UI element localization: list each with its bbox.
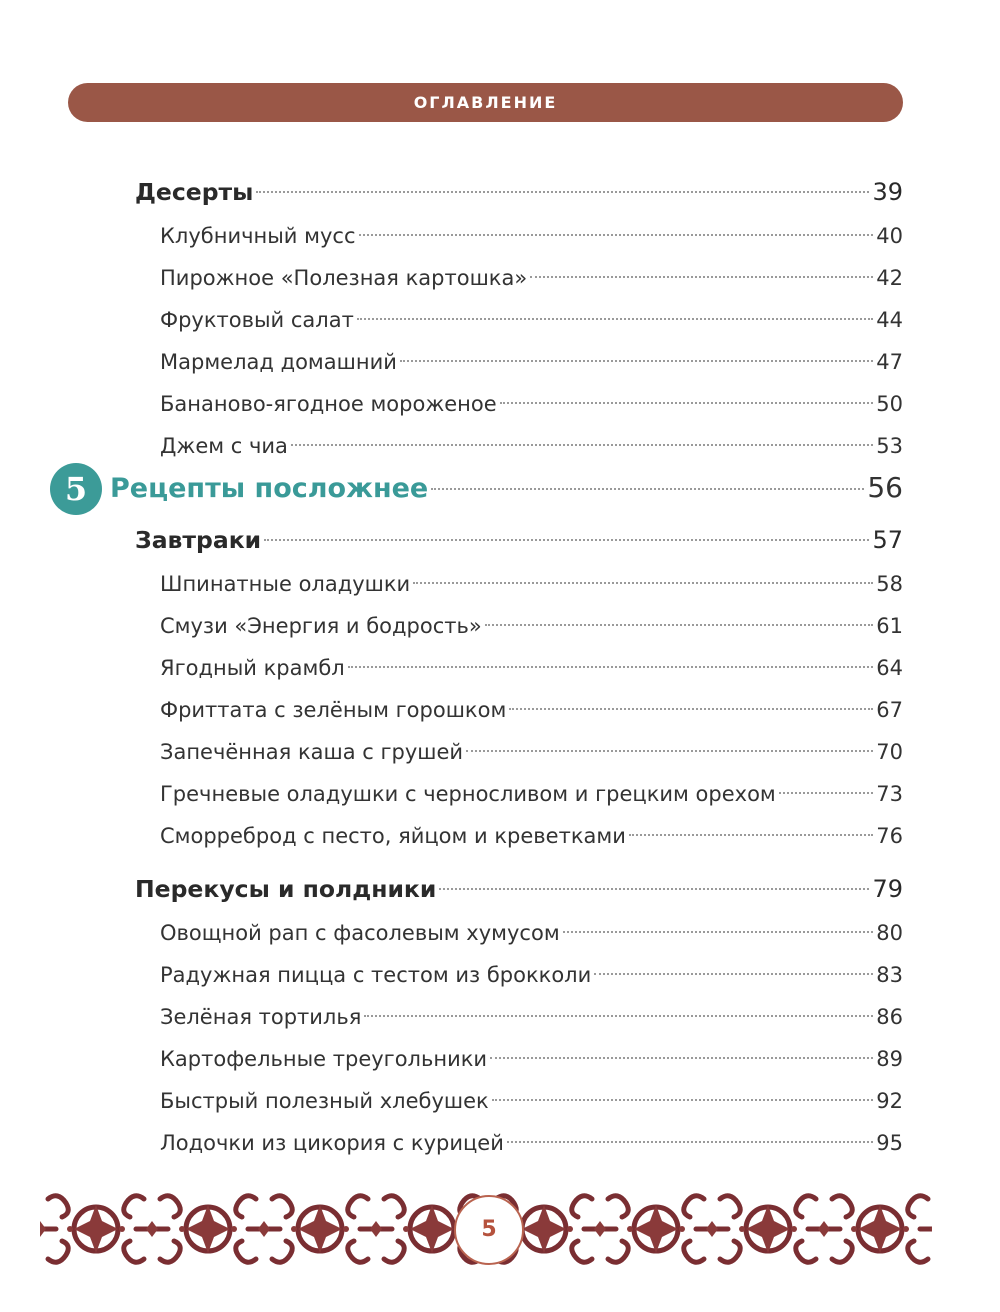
- dot-leader: [400, 360, 873, 362]
- dot-leader: [291, 444, 873, 446]
- toc-item: [160, 1080, 903, 1122]
- dot-leader: [466, 750, 873, 752]
- toc-entry-page: 67: [876, 698, 903, 722]
- toc-entry-title: Запечённая каша с грушей: [160, 740, 464, 764]
- toc-entry-page: 50: [876, 392, 903, 416]
- page-number: 5: [454, 1195, 524, 1265]
- dot-leader: [413, 582, 873, 584]
- toc-section: [135, 169, 903, 215]
- toc-entry-page: 39: [872, 178, 903, 206]
- toc-title: ОГЛАВЛЕНИЕ: [413, 93, 558, 112]
- toc-entry-title: Фриттата с зелёным горошком: [160, 698, 507, 722]
- toc-entry-title: Клубничный мусс: [160, 224, 356, 248]
- toc-entry-title: Зелёная тортилья: [160, 1005, 362, 1029]
- toc-entry-page: 86: [876, 1005, 903, 1029]
- toc-entry-title: Ягодный крамбл: [160, 656, 345, 680]
- dot-leader: [431, 488, 864, 490]
- toc-entry-title: Рецепты посложнее: [110, 473, 429, 504]
- toc-item: [160, 773, 903, 815]
- toc-entry-page: 73: [876, 782, 903, 806]
- dot-leader: [779, 792, 874, 794]
- dot-leader: [563, 931, 874, 933]
- dot-leader: [509, 708, 873, 710]
- toc-entry-page: 44: [876, 308, 903, 332]
- toc-item: [160, 954, 903, 996]
- dot-leader: [490, 1057, 873, 1059]
- toc-entry-page: 80: [876, 921, 903, 945]
- toc-item: [160, 689, 903, 731]
- toc-section: [135, 517, 903, 563]
- toc-entry-page: 70: [876, 740, 903, 764]
- toc-entry-title: Фруктовый салат: [160, 308, 354, 332]
- dot-leader: [500, 402, 874, 404]
- toc-entry-page: 61: [876, 614, 903, 638]
- toc-entry-title: Мармелад домашний: [160, 350, 397, 374]
- toc-entry-title: Сморреброд с песто, яйцом и креветками: [160, 824, 626, 848]
- toc-entry-page: 89: [876, 1047, 903, 1071]
- toc-entry-page: 57: [872, 526, 903, 554]
- toc-entry-title: Гречневые оладушки с черносливом и грецким орехом: [160, 782, 776, 806]
- dot-leader: [439, 888, 869, 890]
- toc-item: [160, 383, 903, 425]
- toc-item: [160, 257, 903, 299]
- dot-leader: [530, 276, 873, 278]
- toc-entry-title: Радужная пицца с тестом из брокколи: [160, 963, 592, 987]
- toc-entry-page: 64: [876, 656, 903, 680]
- toc-entry-page: 83: [876, 963, 903, 987]
- toc-item: [160, 563, 903, 605]
- toc-entry-title: Пирожное «Полезная картошка»: [160, 266, 528, 290]
- toc-entry-page: 79: [872, 875, 903, 903]
- toc-item: [160, 1038, 903, 1080]
- dot-leader: [594, 973, 873, 975]
- toc-item: [160, 215, 903, 257]
- toc-item: [160, 1122, 903, 1164]
- toc-item: [160, 731, 903, 773]
- dot-leader: [492, 1099, 874, 1101]
- toc-item: [160, 425, 903, 467]
- toc-entry-title: Шпинатные оладушки: [160, 572, 411, 596]
- toc-entry-title: Бананово-ягодное мороженое: [160, 392, 497, 416]
- toc-section: [135, 866, 903, 912]
- toc-entry-title: Картофельные треугольники: [160, 1047, 488, 1071]
- toc-entry-title: Смузи «Энергия и бодрость»: [160, 614, 482, 638]
- toc-entry-title: Перекусы и полдники: [135, 875, 437, 903]
- toc-entry-page: 76: [876, 824, 903, 848]
- toc-entry-title: Завтраки: [135, 526, 262, 554]
- toc-entry-title: Десерты: [135, 178, 254, 206]
- dot-leader: [629, 834, 873, 836]
- toc-entry-title: Лодочки из цикория с курицей: [160, 1131, 504, 1155]
- toc-item: [160, 299, 903, 341]
- toc-item: [160, 912, 903, 954]
- toc-entry-page: 58: [876, 572, 903, 596]
- toc-entry-page: 47: [876, 350, 903, 374]
- toc-entry-page: 92: [876, 1089, 903, 1113]
- dot-leader: [359, 234, 874, 236]
- toc-entry-title: Овощной рап с фасолевым хумусом: [160, 921, 560, 945]
- toc-item: [160, 996, 903, 1038]
- toc-entry-title: Быстрый полезный хлебушек: [160, 1089, 489, 1113]
- toc-item: [160, 647, 903, 689]
- toc-header-bar: [68, 83, 903, 122]
- table-of-contents: [0, 169, 1000, 1164]
- toc-entry-page: 95: [876, 1131, 903, 1155]
- toc-entry-page: 40: [876, 224, 903, 248]
- dot-leader: [507, 1141, 873, 1143]
- toc-item: [160, 341, 903, 383]
- dot-leader: [348, 666, 874, 668]
- dot-leader: [485, 624, 874, 626]
- dot-leader: [357, 318, 873, 320]
- chapter-number-badge: 5: [50, 463, 102, 515]
- toc-item: [160, 605, 903, 647]
- dot-leader: [256, 191, 869, 193]
- toc-item: [160, 815, 903, 857]
- dot-leader: [364, 1015, 873, 1017]
- toc-entry-title: Джем с чиа: [160, 434, 288, 458]
- toc-entry-page: 42: [876, 266, 903, 290]
- dot-leader: [264, 539, 869, 541]
- toc-chapter: [64, 467, 903, 509]
- toc-entry-page: 56: [867, 471, 903, 504]
- toc-entry-page: 53: [876, 434, 903, 458]
